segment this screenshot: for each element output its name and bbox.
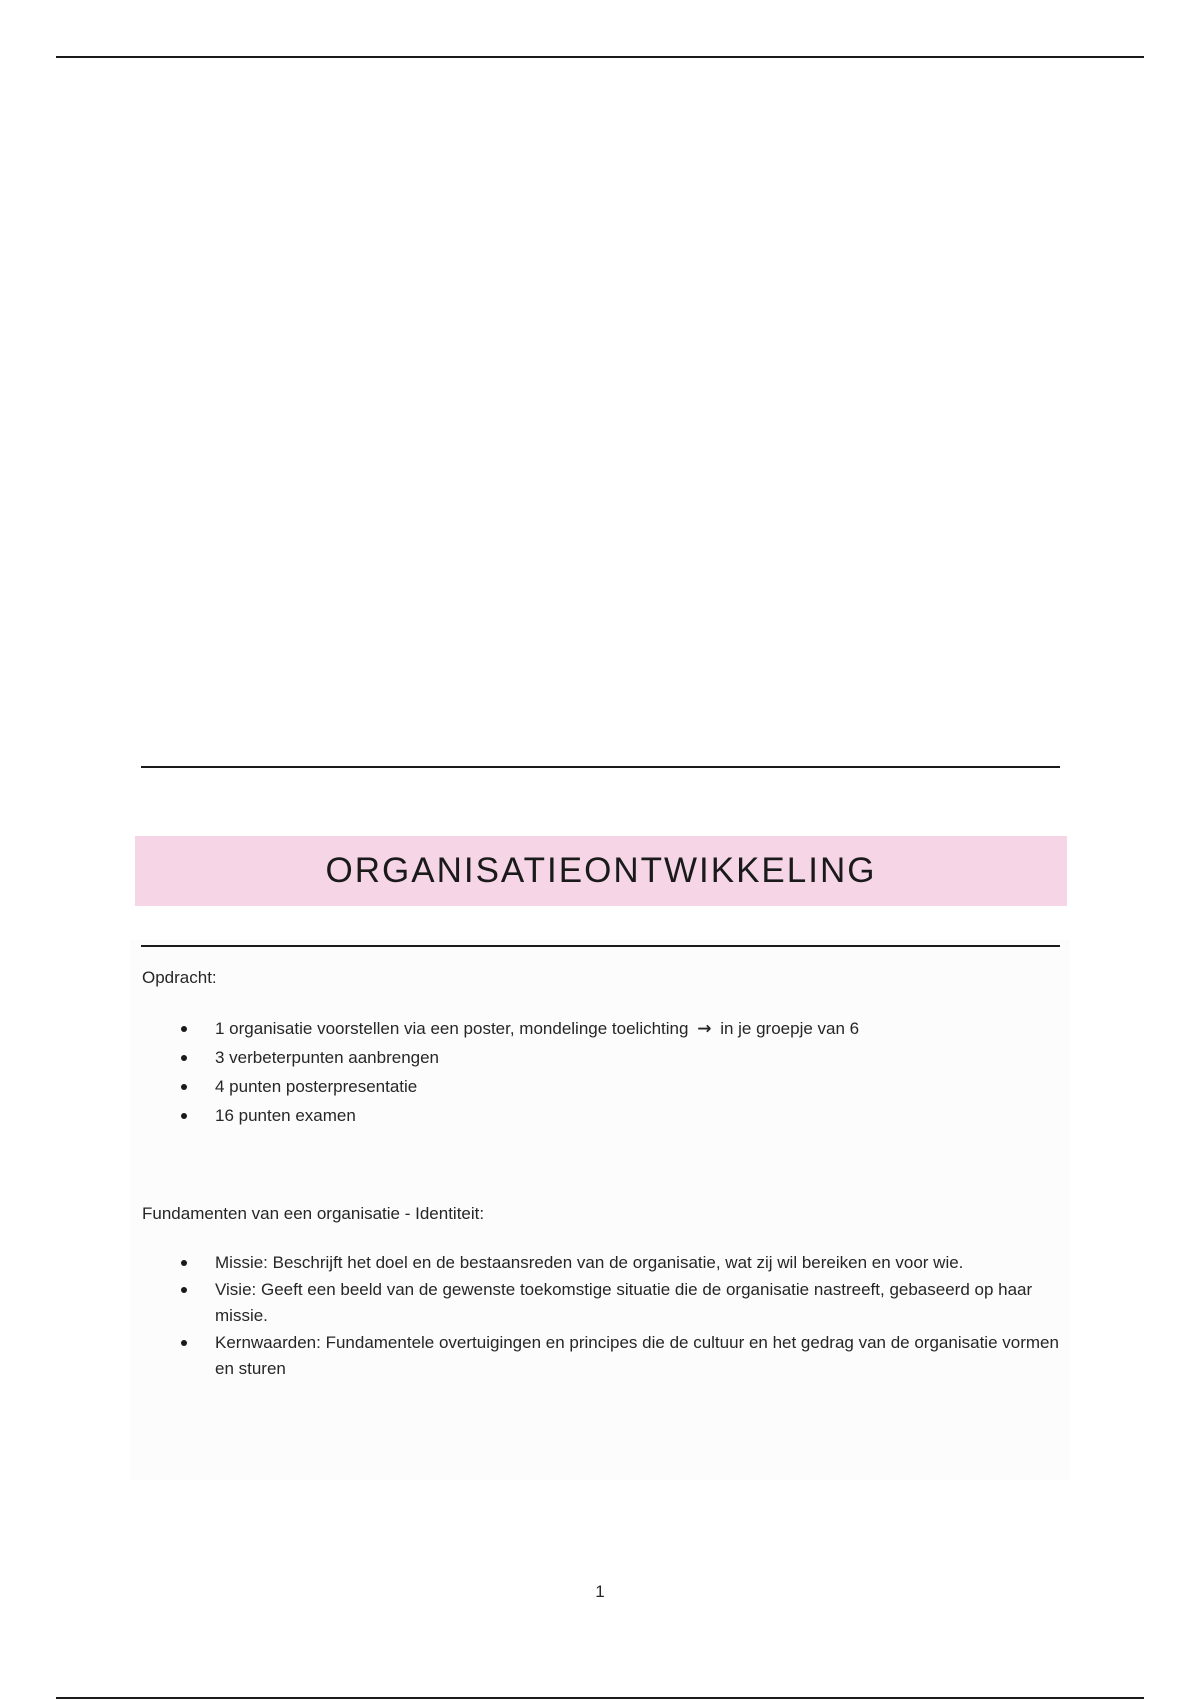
list-item — [175, 1330, 1065, 1382]
arrow-right-icon: → — [697, 1019, 712, 1039]
list-item — [175, 1103, 1065, 1129]
opdracht-list — [175, 1016, 1065, 1132]
title-top-rule — [141, 766, 1060, 768]
fundamenten-heading: Fundamenten van een organisatie - Identiteit: — [142, 1204, 485, 1223]
page-top-rule — [56, 56, 1144, 58]
title-band — [135, 836, 1067, 906]
page-bottom-rule — [56, 1697, 1144, 1699]
list-item — [175, 1074, 1065, 1100]
list-item — [175, 1016, 1065, 1042]
list-item-text: 4 punten posterpresentatie — [215, 1077, 418, 1096]
title-bottom-rule — [141, 945, 1060, 947]
opdracht-heading: Opdracht: — [142, 968, 217, 987]
list-item-text: 16 punten examen — [215, 1106, 356, 1125]
list-item-text: 1 organisatie voorstellen via een poster, mondelinge toelichting — [215, 1019, 689, 1038]
list-item-text: 3 verbeterpunten aanbrengen — [215, 1048, 440, 1067]
page-number: 1 — [595, 1582, 605, 1601]
fundamenten-list — [175, 1250, 1065, 1383]
list-item-text-after-arrow: in je groepje van 6 — [720, 1019, 860, 1038]
list-item-text: Kernwaarden: Fundamentele overtuigingen en principes die de cultuur en het gedrag van de organisatie vormen en sturen — [215, 1333, 1059, 1378]
list-item-text: Missie: Beschrijft het doel en de bestaansreden van de organisatie, wat zij wil bereiken en voor wie. — [215, 1253, 964, 1272]
list-item — [175, 1045, 1065, 1071]
document-title: ORGANISATIEONTWIKKELING — [325, 851, 877, 890]
list-item — [175, 1277, 1065, 1329]
list-item — [175, 1250, 1065, 1276]
list-item-text: Visie: Geeft een beeld van de gewenste toekomstige situatie die de organisatie nastreeft, gebaseerd op haar missie. — [215, 1280, 1033, 1325]
